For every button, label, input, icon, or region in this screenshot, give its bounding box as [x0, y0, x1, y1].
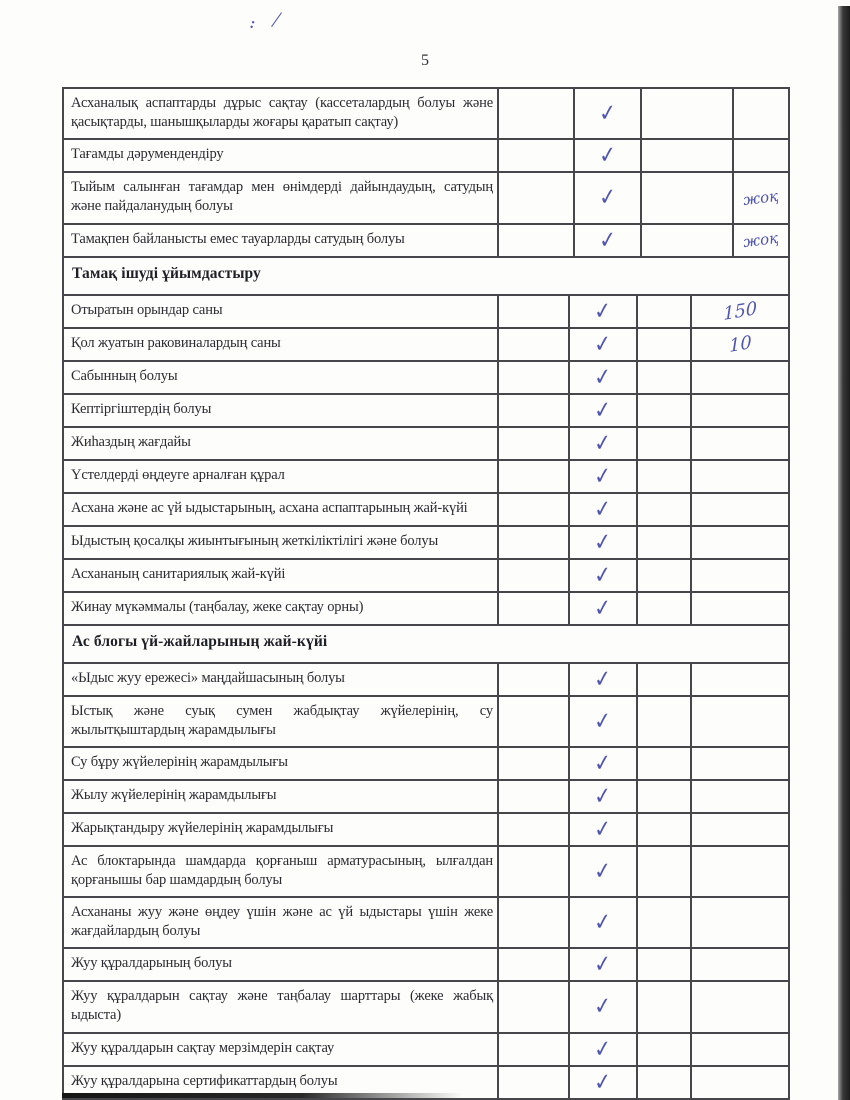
- empty-cell: [638, 949, 692, 980]
- empty-cell: [499, 748, 570, 779]
- empty-cell: [638, 697, 692, 746]
- check-cell: [570, 461, 638, 492]
- ink-mark-icon: :: [247, 15, 258, 33]
- checkmark-icon: ✓: [593, 362, 613, 391]
- checkmark-icon: ✓: [593, 664, 613, 693]
- empty-cell: [499, 697, 570, 746]
- check-cell: [570, 748, 638, 779]
- empty-cell: [638, 1067, 692, 1098]
- empty-cell: [638, 593, 692, 624]
- note-cell: [692, 428, 788, 459]
- note-cell: [692, 593, 788, 624]
- row-text: Жуу құралдарын сақтау мерзімдерін сақтау: [64, 1034, 499, 1065]
- check-cell: [570, 898, 638, 947]
- check-cell: [570, 1067, 638, 1098]
- row-text: Жиһаздың жағдайы: [64, 428, 499, 459]
- empty-cell: [499, 494, 570, 525]
- empty-cell: [499, 89, 575, 138]
- row-text: Ыстық және суық сумен жабдықтау жүйелерінің, су жылытқыштардың жарамдылығы: [64, 697, 499, 746]
- note-cell: [692, 781, 788, 812]
- row-text: Тағамды дәрумендендіру: [64, 140, 499, 171]
- checklist-row: [64, 593, 788, 626]
- checklist-row: [64, 362, 788, 395]
- check-cell: [570, 593, 638, 624]
- empty-cell: [638, 748, 692, 779]
- ink-mark-icon: /: [271, 6, 282, 33]
- note-cell: [692, 1034, 788, 1065]
- note-cell: [734, 225, 788, 256]
- checkmark-icon: ✓: [597, 183, 618, 212]
- note-cell: [692, 461, 788, 492]
- empty-cell: [638, 982, 692, 1031]
- empty-cell: [499, 847, 570, 896]
- empty-cell: [642, 173, 734, 222]
- empty-cell: [499, 225, 575, 256]
- checkmark-icon: ✓: [597, 98, 618, 128]
- checkmark-icon: ✓: [593, 461, 613, 490]
- empty-cell: [638, 527, 692, 558]
- row-text: Асхананы жуу және өңдеу үшін және ас үй ыдыстары үшін жеке жағдайлардың болуы: [64, 898, 499, 947]
- checklist-row: [64, 697, 788, 748]
- next-row-cutoff: [62, 1093, 462, 1098]
- empty-cell: [638, 898, 692, 947]
- section-header-row: Ас блогы үй-жайларының жай-күйі: [64, 626, 788, 664]
- check-cell: [570, 428, 638, 459]
- empty-cell: [638, 814, 692, 845]
- checklist-row: [64, 494, 788, 527]
- note-cell: [692, 362, 788, 393]
- row-text: Қол жуатын раковиналардың саны: [64, 329, 499, 360]
- empty-cell: [638, 494, 692, 525]
- note-handwriting: 10: [728, 331, 752, 357]
- checklist-row: [64, 982, 788, 1033]
- empty-cell: [642, 89, 734, 138]
- note-cell: [692, 898, 788, 947]
- note-cell: [692, 814, 788, 845]
- checklist-row: [64, 527, 788, 560]
- empty-cell: [499, 527, 570, 558]
- empty-cell: [499, 362, 570, 393]
- check-cell: [570, 664, 638, 695]
- empty-cell: [499, 664, 570, 695]
- checkmark-icon: ✓: [593, 814, 613, 843]
- checklist-row: [64, 898, 788, 949]
- check-cell: [575, 225, 642, 256]
- checkmark-icon: ✓: [593, 781, 613, 810]
- empty-cell: [638, 1034, 692, 1065]
- checkmark-icon: ✓: [593, 296, 613, 325]
- note-cell: [734, 140, 788, 171]
- note-cell: [692, 296, 788, 327]
- checklist-row: [64, 329, 788, 362]
- empty-cell: [642, 225, 734, 256]
- checklist-table: [62, 87, 790, 1100]
- note-cell: [692, 527, 788, 558]
- note-cell: [692, 329, 788, 360]
- note-cell: [692, 697, 788, 746]
- row-text: Тыйым салынған тағамдар мен өнімдерді дайындаудың, сатудың және пайдаланудың болуы: [64, 173, 499, 222]
- empty-cell: [499, 329, 570, 360]
- empty-cell: [499, 428, 570, 459]
- empty-cell: [499, 1034, 570, 1065]
- checklist-row: [64, 748, 788, 781]
- row-text: Ас блоктарында шамдарда қорғаныш арматурасының, ылғалдан қорғанышы бар шамдардың болуы: [64, 847, 499, 896]
- empty-cell: [638, 664, 692, 695]
- checkmark-icon: ✓: [593, 428, 613, 457]
- empty-cell: [499, 593, 570, 624]
- row-text: Асханалық аспаптарды дұрыс сақтау (кассеталардың болуы және қасықтарды, шанышқыларды жоғары қаратып сақтау): [64, 89, 499, 138]
- row-text: Жуу құралдарын сақтау және таңбалау шарттары (жеке жабық ыдыста): [64, 982, 499, 1031]
- empty-cell: [499, 781, 570, 812]
- empty-cell: [638, 329, 692, 360]
- check-cell: [570, 814, 638, 845]
- checklist-row: [64, 296, 788, 329]
- empty-cell: [638, 781, 692, 812]
- row-text: Асхананың санитариялық жай-күйі: [64, 560, 499, 591]
- checklist-row: [64, 949, 788, 982]
- note-cell: [692, 494, 788, 525]
- checklist-row: [64, 814, 788, 847]
- check-cell: [575, 89, 642, 138]
- check-cell: [570, 395, 638, 426]
- checklist-row: [64, 847, 788, 898]
- check-cell: [575, 173, 642, 222]
- checkmark-icon: ✓: [593, 1034, 613, 1063]
- checkmark-icon: ✓: [597, 141, 618, 170]
- checklist-row: [64, 781, 788, 814]
- row-text: Асхана және ас үй ыдыстарының, асхана аспаптарының жай-күйі: [64, 494, 499, 525]
- checkmark-icon: ✓: [593, 527, 613, 556]
- check-cell: [570, 1034, 638, 1065]
- checklist-row: [64, 664, 788, 697]
- check-cell: [575, 140, 642, 171]
- row-text: Жуу құралдарына сертификаттардың болуы: [64, 1067, 499, 1098]
- check-cell: [570, 494, 638, 525]
- empty-cell: [499, 814, 570, 845]
- note-cell: [692, 1067, 788, 1098]
- checklist-row: [64, 89, 788, 140]
- check-cell: [570, 949, 638, 980]
- checkmark-icon: ✓: [593, 748, 613, 777]
- checkmark-icon: ✓: [593, 856, 613, 885]
- row-text: Су бұру жүйелерінің жарамдылығы: [64, 748, 499, 779]
- row-text: Жылу жүйелерінің жарамдылығы: [64, 781, 499, 812]
- empty-cell: [499, 395, 570, 426]
- empty-cell: [499, 296, 570, 327]
- checklist-row: [64, 140, 788, 173]
- empty-cell: [499, 898, 570, 947]
- checkmark-icon: ✓: [593, 395, 613, 424]
- checklist-row: [64, 560, 788, 593]
- row-text: «Ыдыс жуу ережесі» маңдайшасының болуы: [64, 664, 499, 695]
- empty-cell: [638, 362, 692, 393]
- checkmark-icon: ✓: [593, 560, 613, 589]
- empty-cell: [638, 296, 692, 327]
- checklist-row: [64, 225, 788, 258]
- check-cell: [570, 697, 638, 746]
- empty-cell: [499, 461, 570, 492]
- checklist-row: [64, 173, 788, 224]
- checkmark-icon: ✓: [597, 225, 618, 254]
- note-handwriting: жоқ: [742, 186, 780, 209]
- checkmark-icon: ✓: [593, 992, 613, 1021]
- note-handwriting: 150: [722, 297, 758, 325]
- checkmark-icon: ✓: [593, 1067, 613, 1096]
- row-text: Кептіргіштердің болуы: [64, 395, 499, 426]
- check-cell: [570, 329, 638, 360]
- empty-cell: [638, 428, 692, 459]
- note-cell: [692, 664, 788, 695]
- row-text: Отыратын орындар саны: [64, 296, 499, 327]
- empty-cell: [638, 847, 692, 896]
- check-cell: [570, 527, 638, 558]
- empty-cell: [499, 140, 575, 171]
- note-handwriting: жоқ: [742, 228, 780, 252]
- checklist-row: [64, 1034, 788, 1067]
- scanner-edge-shadow: [838, 6, 850, 1100]
- empty-cell: [499, 560, 570, 591]
- empty-cell: [638, 395, 692, 426]
- check-cell: [570, 362, 638, 393]
- checklist-row: [64, 395, 788, 428]
- checklist-row: [64, 461, 788, 494]
- note-cell: [734, 173, 788, 222]
- check-cell: [570, 847, 638, 896]
- empty-cell: [638, 560, 692, 591]
- row-text: Жуу құралдарының болуы: [64, 949, 499, 980]
- check-cell: [570, 982, 638, 1031]
- note-cell: [734, 89, 788, 138]
- note-cell: [692, 949, 788, 980]
- checkmark-icon: ✓: [593, 706, 613, 735]
- check-cell: [570, 560, 638, 591]
- row-text: Сабынның болуы: [64, 362, 499, 393]
- empty-cell: [499, 982, 570, 1031]
- note-cell: [692, 395, 788, 426]
- note-cell: [692, 982, 788, 1031]
- empty-cell: [499, 1067, 570, 1098]
- note-cell: [692, 560, 788, 591]
- row-text: Ыдыстың қосалқы жиынтығының жеткіліктілігі және болуы: [64, 527, 499, 558]
- checklist-row: [64, 428, 788, 461]
- row-text: Жарықтандыру жүйелерінің жарамдылығы: [64, 814, 499, 845]
- empty-cell: [499, 949, 570, 980]
- row-text: Үстелдерді өңдеуге арналған құрал: [64, 461, 499, 492]
- row-text: Тамақпен байланысты емес тауарларды сатудың болуы: [64, 225, 499, 256]
- note-cell: [692, 847, 788, 896]
- empty-cell: [642, 140, 734, 171]
- checkmark-icon: ✓: [593, 494, 613, 523]
- page-number: 5: [421, 52, 429, 69]
- check-cell: [570, 296, 638, 327]
- note-cell: [692, 748, 788, 779]
- checkmark-icon: ✓: [593, 950, 613, 979]
- empty-cell: [638, 461, 692, 492]
- row-text: Жинау мүкәммалы (таңбалау, жеке сақтау орны): [64, 593, 499, 624]
- checkmark-icon: ✓: [593, 329, 613, 358]
- check-cell: [570, 781, 638, 812]
- section-header-row: Тамақ ішуді ұйымдастыру: [64, 258, 788, 296]
- checkmark-icon: ✓: [593, 907, 613, 937]
- empty-cell: [499, 173, 575, 222]
- checkmark-icon: ✓: [593, 593, 613, 622]
